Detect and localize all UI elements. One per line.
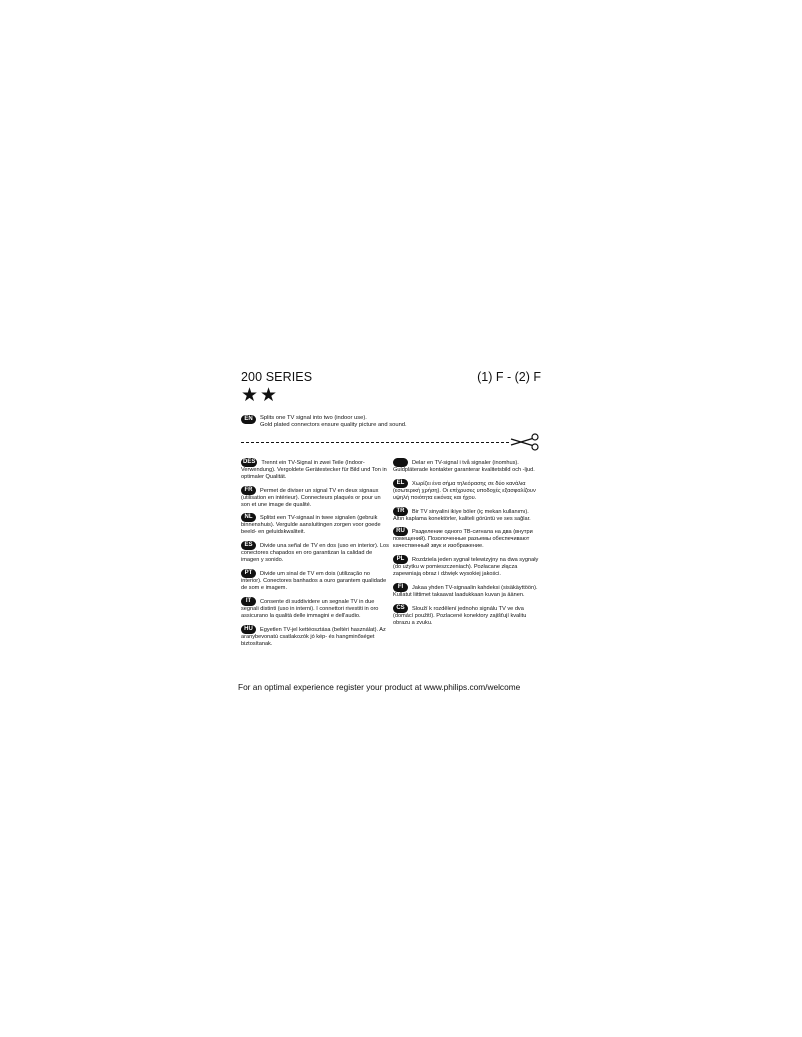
entry-text: Trennt ein TV-Signal in zwei Teile (Indoor-Verwendung). Vergoldete Gerätestecker für Bild und Ton in optimaler Qualität. <box>241 459 387 480</box>
language-badge: ES <box>241 541 256 550</box>
translations <box>241 458 541 653</box>
language-badge: HU <box>241 625 256 634</box>
english-text <box>260 415 407 430</box>
entry-text: Разделение одного ТВ-сигнала на два (внутри помещений). Позолоченные разъемы обеспечивают качественный звук и изображение. <box>393 529 533 550</box>
series-title: 200 SERIES <box>241 370 313 384</box>
entry-pl <box>393 555 541 578</box>
entry-text: Rozdziela jeden sygnał telewizyjny na dwa sygnały (do użytku w pomieszczeniach). Pozłacane złącza zapewniają obraz i dźwięk wysokiej jakości. <box>393 557 539 578</box>
entry-text: Splitst een TV-signaal in twee signalen (gebruik binnenshuis). Vergulde aansluitingen zorgen voor goede beeld- en geluidskwaliteit. <box>241 515 381 536</box>
entry-text: Slouží k rozdělení jednoho signálu TV ve dva (domácí použití). Pozlacené konektory zajišťují kvalitu obrazu a zvuku. <box>393 605 527 626</box>
language-badge: TR <box>393 507 408 516</box>
language-badge: DES <box>243 458 256 465</box>
language-badge: PL <box>393 555 408 564</box>
english-line: Gold plated connectors ensure quality picture and sound. <box>260 422 407 429</box>
language-badge: CS <box>393 604 408 613</box>
language-badge: FI <box>393 583 408 592</box>
entry-tr <box>393 507 541 523</box>
left-column <box>241 458 389 653</box>
cut-line <box>241 435 541 449</box>
entry-pt <box>241 569 389 592</box>
entry-es <box>241 541 389 564</box>
star-icon: ★ <box>241 385 259 406</box>
language-badge: IT <box>241 597 256 606</box>
entry-ru <box>393 527 541 550</box>
english-line: Splits one TV signal into two (indoor use). <box>260 415 367 421</box>
packaging-insert <box>241 370 541 653</box>
entry-fi <box>393 583 541 599</box>
entry-hu <box>241 625 389 648</box>
entry-text: Permet de diviser un signal TV en deux signaux (utilisation en intérieur). Connecteurs plaqués or pour un son et une image de qualité. <box>241 487 381 508</box>
entry-text: Egyetlen TV-jel kettéosztása (beltéri használat). Az aranybevonatú csatlakozók jó kép- és hangminőséget biztosítanak. <box>241 626 386 647</box>
entry-text: Delar en TV-signal i två signaler (inomhus). Guldpläterade kontakter garanterar kvalitetsbild och -ljud. <box>393 459 535 473</box>
entry-nl <box>241 513 389 536</box>
model-code: (1) F - (2) F <box>477 370 541 384</box>
language-badge: EL <box>393 479 408 488</box>
header <box>241 370 541 384</box>
dashed-cut-line <box>241 442 509 443</box>
entry-el <box>393 479 541 502</box>
entry-text: Consente di suddividere un segnale TV in due segnali distinti (uso in interni). I connettori rivestiti in oro assicurano la qualità delle immagini e dell'audio. <box>241 598 379 619</box>
language-badge: NL <box>241 513 256 522</box>
language-badge <box>393 458 408 467</box>
entry-text: Jakaa yhden TV-signaalin kahdeksi (sisäkäyttöön). Kullatut liittimet takaavat laadukkaan kuvan ja äänen. <box>393 585 538 599</box>
scissors-icon <box>509 433 541 451</box>
entry-fr <box>241 486 389 509</box>
language-badge: PT <box>241 569 256 578</box>
entry-text: Divide um sinal de TV em dois (utilização no interior). Conectores banhados a ouro garantem qualidade de som e imagem. <box>241 571 387 591</box>
entry-text: Χωρίζει ένα σήμα τηλεόρασης σε δύο κανάλια (εσωτερική χρήση). Οι επίχρυσες υποδοχές εξασφαλίζουν υψηλή ποιότητα εικόνας και ήχου. <box>393 480 536 501</box>
language-badge: RU <box>393 527 408 536</box>
right-column <box>393 458 541 653</box>
registration-footer: For an optimal experience register your product at www.philips.com/welcome <box>238 682 521 692</box>
entry-cs <box>393 604 541 627</box>
entry-it <box>241 597 389 620</box>
entry-sv <box>393 458 541 474</box>
entry-de <box>241 458 389 481</box>
star-icon: ★ <box>260 385 278 406</box>
entry-text: Divide una señal de TV en dos (uso en interior). Los conectores chapados en oro garantizan la calidad de imagen y sonido. <box>241 543 389 564</box>
language-badge: FR <box>241 486 256 495</box>
rating-stars <box>241 386 541 405</box>
english-description <box>241 415 541 430</box>
entry-text: Bir TV sinyalini ikiye böler (iç mekan kullanımı). Altın kaplama konektörler, kaliteli görüntü ve ses sağlar. <box>393 508 531 522</box>
language-badge-en: EN <box>241 415 256 424</box>
